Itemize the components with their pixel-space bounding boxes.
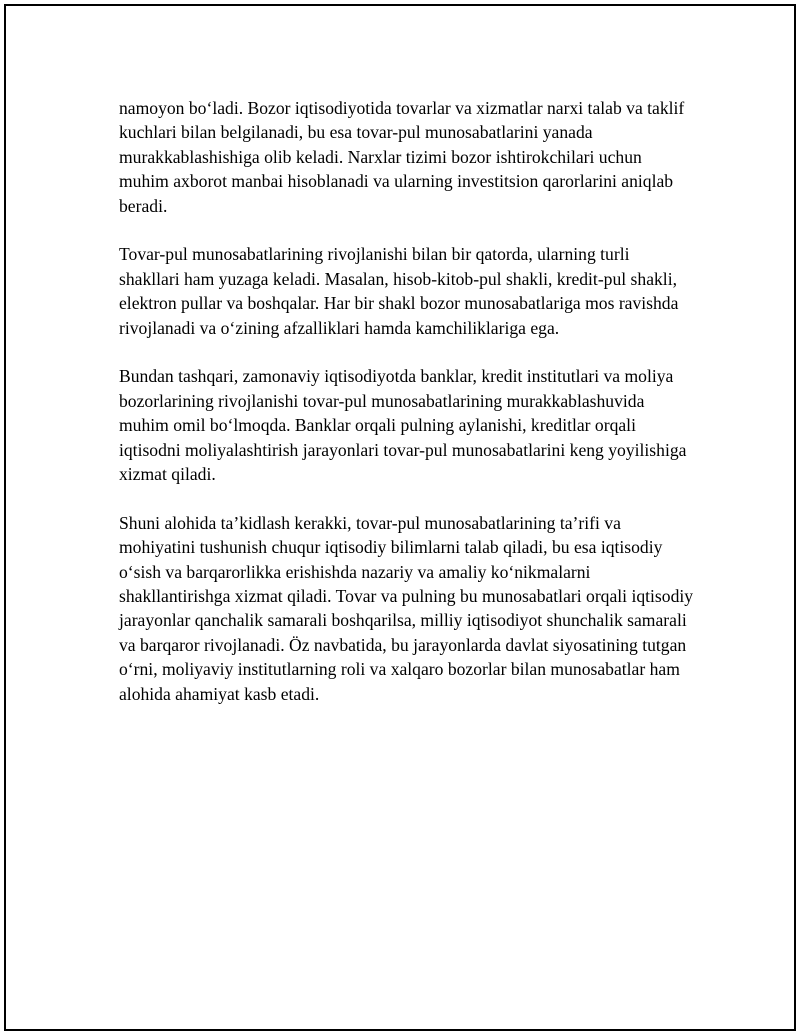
paragraph: Bundan tashqari, zamonaviy iqtisodiyotda banklar, kredit institutlari va moliya bozorlarining rivojlanishi tovar-pul munosabatlarining murakkablashuvida muhim omil boʻlmoqda. Banklar orqali pulning aylanishi, kreditlar orqali iqtisodni moliyalashtirish jarayonlari tovar-pul munosabatlarini keng yoyilishiga xizmat qiladi.	[119, 366, 687, 485]
document-body	[119, 96, 694, 731]
document-page	[4, 4, 796, 1031]
paragraph: Tovar-pul munosabatlarining rivojlanishi bilan bir qatorda, ularning turli shakllari ham yuzaga keladi. Masalan, hisob-kitob-pul shakli, kredit-pul shakli, elektron pullar va boshqalar. Har bir shakl bozor munosabatlariga mos ravishda rivojlanadi va oʻzining afzalliklari hamda kamchiliklariga ega.	[119, 244, 679, 338]
paragraph: Shuni alohida taʼkidlash kerakki, tovar-pul munosabatlarining taʼrifi va mohiyatini tushunish chuqur iqtisodiy bilimlarni talab qiladi, bu esa iqtisodiy oʻsish va barqarorlikka erishishda nazariy va amaliy koʻnikmalarni shakllantirishga xizmat qiladi. Tovar va pulning bu munosabatlari orqali iqtisodiy jarayonlar qanchalik samarali boshqarilsa, milliy iqtisodiyot shunchalik samarali va barqaror rivojlanadi. Öz navbatida, bu jarayonlarda davlat siyosatining tutgan oʻrni, moliyaviy institutlarning roli va xalqaro bozorlar bilan munosabatlar ham alohida ahamiyat kasb etadi.	[119, 512, 694, 704]
paragraph: namoyon boʻladi. Bozor iqtisodiyotida tovarlar va xizmatlar narxi talab va taklif kuchlari bilan belgilanadi, bu esa tovar-pul munosabatlarini yanada murakkablashishiga olib keladi. Narxlar tizimi bozor ishtirokchilari uchun muhim axborot manbai hisoblanadi va ularning investitsion qarorlarini aniqlab beradi.	[119, 98, 685, 216]
